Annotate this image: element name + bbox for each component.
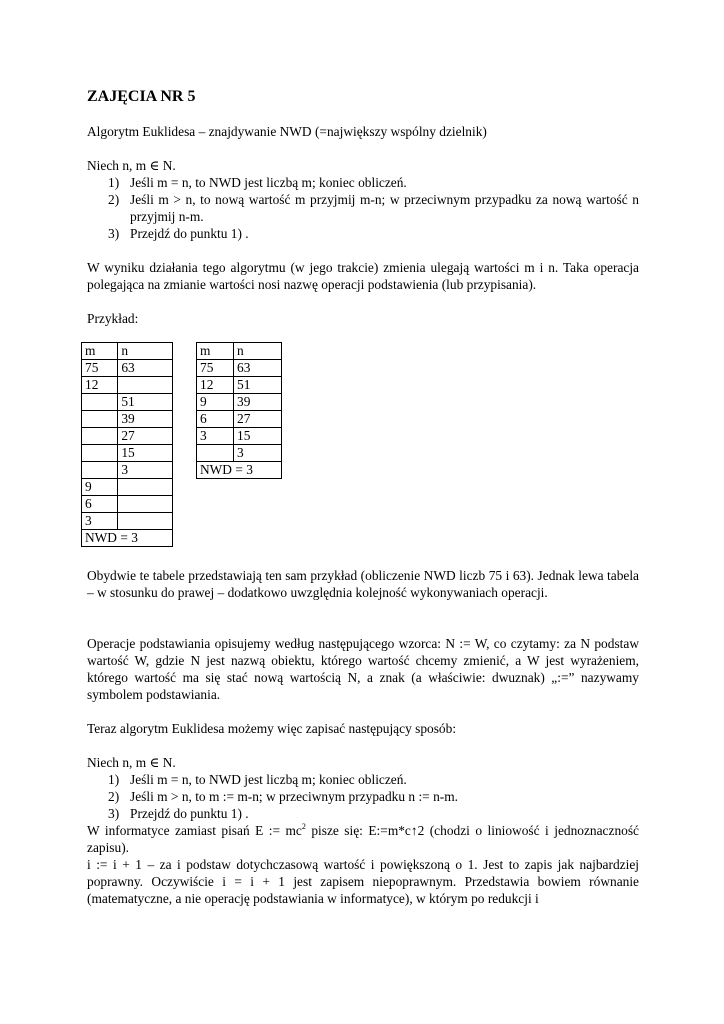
table-left <box>81 342 173 547</box>
table-cell: 12 <box>197 377 234 394</box>
table-cell <box>82 445 118 462</box>
paragraph-now: Teraz algorytm Euklidesa możemy więc zapisać następujący sposób: <box>87 721 457 736</box>
table-header-cell: n <box>118 343 173 360</box>
table-row <box>197 411 282 428</box>
table-row <box>82 360 173 377</box>
table-cell: 9 <box>82 479 118 496</box>
table-cell: 12 <box>82 377 118 394</box>
table-row <box>82 462 173 479</box>
subtitle: Algorytm Euklidesa – znajdywanie NWD (=największy wspólny dzielnik) <box>87 124 487 139</box>
table-cell <box>82 411 118 428</box>
table-header-row <box>82 343 173 360</box>
table-row <box>197 445 282 462</box>
example-label: Przykład: <box>87 311 139 326</box>
algorithm-1-intro: Niech n, m ∈ N. <box>87 158 176 173</box>
algorithm-2-intro: Niech n, m ∈ N. <box>87 755 176 770</box>
table-row <box>197 428 282 445</box>
table-row <box>82 394 173 411</box>
table-footer-row <box>197 462 282 479</box>
table-row <box>82 428 173 445</box>
table-header-row <box>197 343 282 360</box>
table-row <box>82 445 173 462</box>
algorithm-1 <box>87 157 639 242</box>
nwd-result: NWD = 3 <box>197 462 282 479</box>
table-cell <box>197 445 234 462</box>
list-item: 2) Jeśli m > n, to m := m-n; w przeciwnym przypadku n := n-m. <box>108 789 458 804</box>
paragraph-tables: Obydwie te tabele przedstawiają ten sam przykład (obliczenie NWD liczb 75 i 63). Jednak lewa tabela – w stosunku do prawej – dodatkowo uwzględnia kolejność wykonywaniach operacji. <box>87 568 639 600</box>
list-item: 2) Jeśli m > n, to nową wartość m przyjmij m-n; w przeciwnym przypadku za nową wartość n przyjmij n-m. <box>108 192 639 224</box>
table-cell <box>82 394 118 411</box>
table-cell: 75 <box>197 360 234 377</box>
table-cell: 63 <box>234 360 282 377</box>
table-cell: 39 <box>118 411 173 428</box>
table-footer-row <box>82 530 173 547</box>
table-cell: 3 <box>82 513 118 530</box>
table-cell: 51 <box>234 377 282 394</box>
table-cell: 63 <box>118 360 173 377</box>
table-cell <box>118 479 173 496</box>
algorithm-1-steps <box>87 174 639 242</box>
table-cell: 9 <box>197 394 234 411</box>
table-row <box>197 377 282 394</box>
table-row <box>82 513 173 530</box>
paragraph-final: i := i + 1 – za i podstaw dotychczasową wartość i powiększoną o 1. Jest to zapis jak najbardziej poprawny. Oczywiście i = i + 1 jest zapisem niepoprawnym. Przedstawia bowiem równanie (matematyczne, a nie operację podstawiania w informatyce), w którym po redukcji i <box>87 857 639 906</box>
list-item: 3) Przejdź do punktu 1) . <box>108 806 249 821</box>
table-row <box>82 411 173 428</box>
table-row <box>82 496 173 513</box>
table-row <box>82 479 173 496</box>
nwd-result: NWD = 3 <box>82 530 173 547</box>
list-item: 1) Jeśli m = n, to NWD jest liczbą m; koniec obliczeń. <box>108 175 407 190</box>
paragraph-informatics: W informatyce zamiast pisań E := $mc^2$ pisze się: E:=m*c↑2 (chodzi o liniowość i jednoznaczność zapisu). <box>87 822 639 855</box>
table-cell: 51 <box>118 394 173 411</box>
table-cell <box>118 513 173 530</box>
table-cell <box>82 462 118 479</box>
table-cell <box>118 496 173 513</box>
table-cell: 15 <box>118 445 173 462</box>
algorithm-2 <box>87 754 639 907</box>
table-cell: 75 <box>82 360 118 377</box>
table-cell: 6 <box>82 496 118 513</box>
table-cell: 3 <box>118 462 173 479</box>
table-row <box>82 377 173 394</box>
list-item: 1) Jeśli m = n, to NWD jest liczbą m; koniec obliczeń. <box>108 772 407 787</box>
table-right <box>196 342 282 479</box>
algorithm-2-steps <box>87 771 639 822</box>
table-cell <box>118 377 173 394</box>
table-header-cell: m <box>82 343 118 360</box>
table-cell: 27 <box>118 428 173 445</box>
table-cell: 3 <box>234 445 282 462</box>
table-cell: 6 <box>197 411 234 428</box>
table-cell: 27 <box>234 411 282 428</box>
table-header-cell: n <box>234 343 282 360</box>
table-cell <box>82 428 118 445</box>
page-title: ZAJĘCIA NR 5 <box>87 88 196 105</box>
table-row <box>197 394 282 411</box>
list-item: 3) Przejdź do punktu 1) . <box>108 226 249 241</box>
table-header-cell: m <box>197 343 234 360</box>
table-cell: 3 <box>197 428 234 445</box>
table-row <box>197 360 282 377</box>
table-cell: 15 <box>234 428 282 445</box>
paragraph-result: W wyniku działania tego algorytmu (w jego trakcie) zmienia ulegają wartości m i n. Taka operacja polegająca na zmianie wartości nosi nazwę operacji podstawienia (lub przypisania). <box>87 260 639 292</box>
paragraph-operations: Operacje podstawiania opisujemy według następującego wzorca: N := W, co czytamy: za N podstaw wartość W, gdzie N jest nazwą obiektu, którego wartość chcemy zmienić, a W jest wyrażeniem, którego wartość ma się stać nową wartością N, a znak (a właściwie: dwuznak) „:=” nazywamy symbolem podstawiania. <box>87 636 639 702</box>
table-cell: 39 <box>234 394 282 411</box>
